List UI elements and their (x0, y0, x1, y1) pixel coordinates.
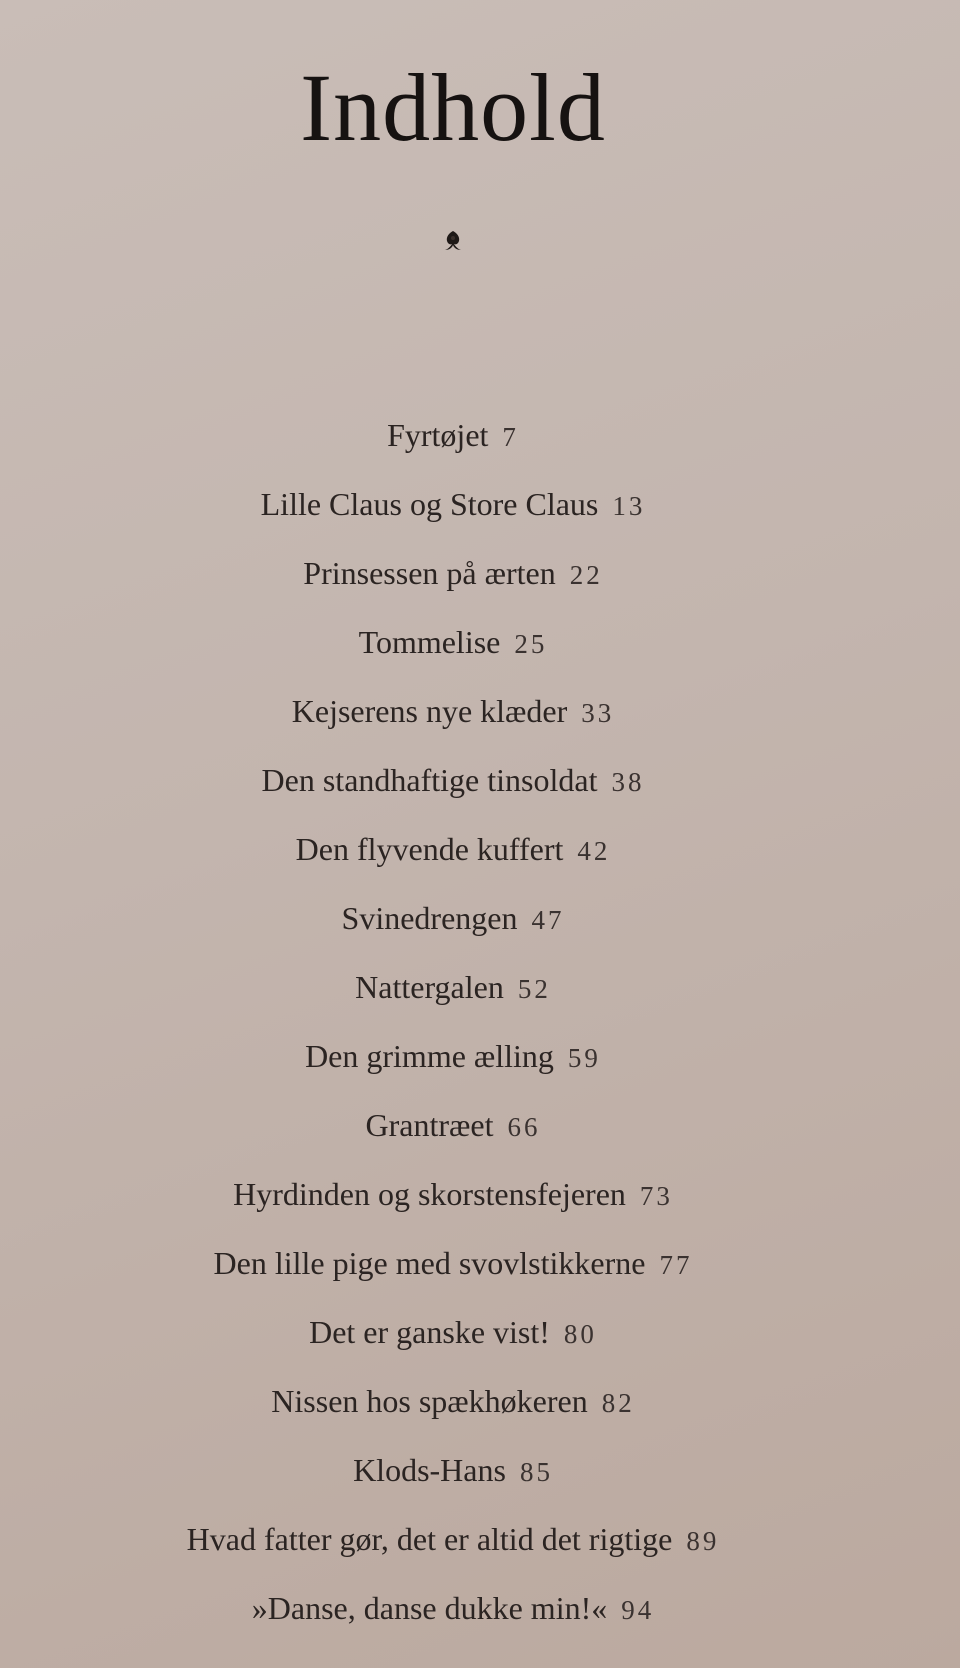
toc-entry-title: Den lille pige med svovlstikkerne (213, 1245, 646, 1281)
toc-entry[interactable] (0, 1583, 906, 1652)
toc-entry[interactable] (0, 548, 906, 617)
toc-entry-title: Klods-Hans (353, 1452, 506, 1488)
toc-entry-title: Det er ganske vist! (309, 1314, 550, 1350)
toc-entry-page: 33 (581, 698, 615, 728)
toc-entry[interactable] (0, 1169, 906, 1238)
toc-entry[interactable] (0, 410, 906, 479)
toc-entry-title: Fyrtøjet (387, 417, 489, 453)
toc-entry-page: 85 (519, 1457, 553, 1487)
toc-entry-title: Grantræet (365, 1107, 494, 1143)
toc-entry-page: 80 (563, 1319, 597, 1349)
toc-entry[interactable] (0, 1031, 906, 1100)
toc-entry-title: Nattergalen (355, 969, 504, 1005)
toc-entry-page: 94 (621, 1595, 655, 1625)
toc-entry[interactable] (0, 1514, 906, 1583)
toc-entry-page: 66 (507, 1112, 541, 1142)
toc-entry[interactable] (0, 824, 906, 893)
toc-entry-page: 52 (517, 974, 551, 1004)
toc-entry[interactable] (0, 755, 906, 824)
toc-entry[interactable] (0, 617, 906, 686)
toc-entry-page: 82 (601, 1388, 635, 1418)
toc-entry[interactable] (0, 1238, 906, 1307)
table-of-contents (0, 410, 906, 1652)
toc-entry-title: Svinedrengen (341, 900, 518, 936)
toc-entry-page: 59 (567, 1043, 601, 1073)
toc-entry[interactable] (0, 962, 906, 1031)
toc-entry-page: 38 (611, 767, 645, 797)
toc-entry[interactable] (0, 1307, 906, 1376)
fleuron-icon (440, 228, 466, 254)
toc-entry-title: Den grimme ælling (305, 1038, 554, 1074)
toc-entry-page: 73 (639, 1181, 673, 1211)
toc-entry[interactable] (0, 686, 906, 755)
toc-entry-title: Hyrdinden og skorstensfejeren (233, 1176, 626, 1212)
toc-entry-title: Kejserens nye klæder (291, 693, 568, 729)
toc-entry[interactable] (0, 1100, 906, 1169)
toc-entry[interactable] (0, 893, 906, 962)
toc-entry-page: 47 (531, 905, 565, 935)
toc-entry-page: 42 (577, 836, 611, 866)
toc-entry-page: 89 (686, 1526, 720, 1556)
toc-entry-title: Den flyvende kuffert (295, 831, 564, 867)
toc-entry[interactable] (0, 1445, 906, 1514)
toc-entry-title: Lille Claus og Store Claus (260, 486, 599, 522)
toc-entry-page: 22 (569, 560, 603, 590)
toc-entry[interactable] (0, 1376, 906, 1445)
toc-entry-title: Nissen hos spækhøkeren (271, 1383, 588, 1419)
toc-entry-title: »Danse, danse dukke min!« (251, 1590, 608, 1626)
toc-entry-title: Prinsessen på ærten (303, 555, 556, 591)
toc-entry-title: Hvad fatter gør, det er altid det rigtige (186, 1521, 673, 1557)
toc-entry-page: 7 (502, 422, 519, 452)
toc-entry-page: 77 (659, 1250, 693, 1280)
page-title: Indhold (300, 54, 606, 161)
toc-entry-page: 13 (612, 491, 646, 521)
toc-entry-title: Den standhaftige tinsoldat (261, 762, 598, 798)
toc-entry-title: Tommelise (358, 624, 501, 660)
toc-entry-page: 25 (514, 629, 548, 659)
toc-entry[interactable] (0, 479, 906, 548)
